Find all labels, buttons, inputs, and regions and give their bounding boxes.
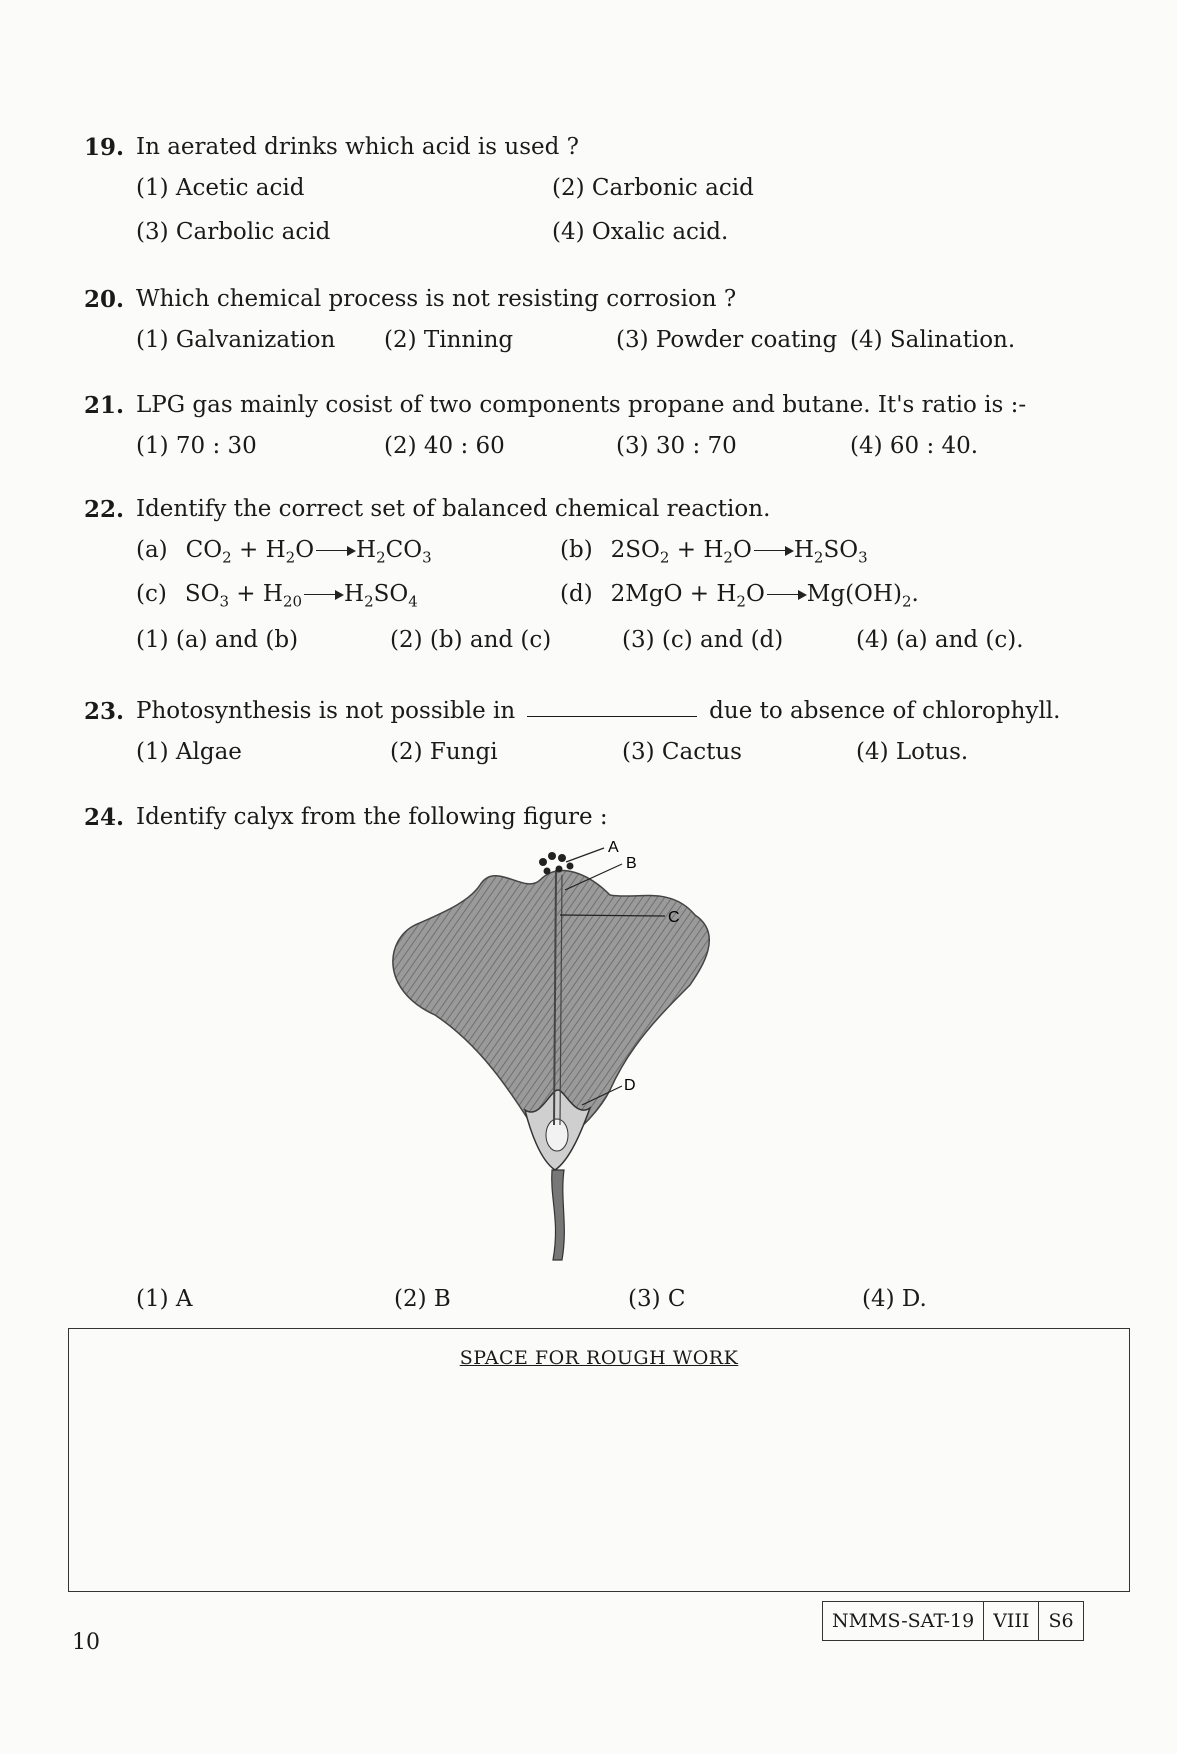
option-2[interactable]: (2) Fungi <box>390 739 498 765</box>
label-b: B <box>626 855 637 872</box>
reaction-label: (a) <box>136 537 168 563</box>
question-24 <box>84 804 1084 831</box>
reaction-reactants: $SO_3 + H_{20}$ <box>184 581 303 611</box>
option-4[interactable]: (4) 60 : 40. <box>850 433 979 459</box>
question-19 <box>84 134 1084 255</box>
ovary-shape <box>546 1119 568 1151</box>
question-number: 23. <box>84 698 125 725</box>
rough-work-title: SPACE FOR ROUGH WORK <box>459 1347 739 1369</box>
question-number: 21. <box>84 392 125 419</box>
option-1[interactable]: (1) A <box>136 1286 193 1312</box>
paper-code-box <box>822 1601 1084 1641</box>
option-3[interactable]: (3) C <box>628 1286 686 1312</box>
reaction-arrow-icon <box>767 594 805 595</box>
question-text-before: Photosynthesis is not possible in <box>136 698 516 724</box>
question-number: 19. <box>84 134 125 161</box>
reaction-products: $H_2SO_3$ <box>793 537 868 567</box>
option-3[interactable]: (3) Cactus <box>622 739 742 765</box>
reaction-d <box>560 581 919 611</box>
reaction-reactants: $2MgO + H_2O$ <box>610 581 765 611</box>
option-2[interactable]: (2) Tinning <box>384 327 514 353</box>
reaction-label: (d) <box>560 581 593 607</box>
reaction-c <box>136 581 418 611</box>
reaction-reactants: $CO_2 + H_2O$ <box>185 537 315 567</box>
question-text-after: due to absence of chlorophyll. <box>709 698 1061 724</box>
option-2[interactable]: (2) 40 : 60 <box>384 433 505 459</box>
question-text: Identify the correct set of balanced chemical reaction. <box>136 496 771 522</box>
question-text: Identify calyx from the following figure : <box>136 804 608 830</box>
exam-code: NMMS-SAT-19 <box>832 1610 975 1632</box>
reaction-b <box>560 537 868 567</box>
question-text: In aerated drinks which acid is used ? <box>136 134 579 160</box>
reaction-products: $Mg(OH)_2$. <box>806 581 919 611</box>
label-a: A <box>608 840 619 856</box>
option-4[interactable]: (4) Oxalic acid. <box>552 219 729 245</box>
reaction-label: (c) <box>136 581 167 607</box>
reaction-products: $H_2SO_4$ <box>344 581 418 611</box>
option-4[interactable]: (4) Lotus. <box>856 739 969 765</box>
question-text: LPG gas mainly cosist of two components propane and butane. It's ratio is :- <box>136 392 1027 418</box>
option-3[interactable]: (3) Carbolic acid <box>136 219 331 245</box>
label-d: D <box>624 1077 636 1094</box>
option-1[interactable]: (1) 70 : 30 <box>136 433 257 459</box>
question-text: Which chemical process is not resisting corrosion ? <box>136 286 737 312</box>
answer-blank <box>527 698 697 717</box>
option-2[interactable]: (2) (b) and (c) <box>390 627 552 653</box>
option-4[interactable]: (4) D. <box>862 1286 927 1312</box>
reaction-arrow-icon <box>304 594 342 595</box>
reaction-products: $H_2CO_3$ <box>356 537 432 567</box>
set-code: S6 <box>1038 1602 1082 1640</box>
page-number: 10 <box>72 1630 100 1655</box>
class-code: VIII <box>983 1602 1038 1640</box>
option-4[interactable]: (4) (a) and (c). <box>856 627 1024 653</box>
reaction-arrow-icon <box>754 550 792 551</box>
hibiscus-flower-figure <box>360 840 780 1270</box>
rough-work-box[interactable] <box>68 1328 1130 1592</box>
stalk-shape <box>552 1170 565 1260</box>
option-1[interactable]: (1) (a) and (b) <box>136 627 299 653</box>
option-3[interactable]: (3) 30 : 70 <box>616 433 737 459</box>
option-4[interactable]: (4) Salination. <box>850 327 1016 353</box>
label-c: C <box>668 909 680 926</box>
question-24-options <box>84 1278 1084 1322</box>
question-22 <box>84 496 1084 663</box>
reaction-label: (b) <box>560 537 593 563</box>
reaction-arrow-icon <box>316 550 354 551</box>
option-1[interactable]: (1) Acetic acid <box>136 175 305 201</box>
option-2[interactable]: (2) B <box>394 1286 451 1312</box>
option-3[interactable]: (3) Powder coating <box>616 327 838 353</box>
option-1[interactable]: (1) Galvanization <box>136 327 336 353</box>
option-2[interactable]: (2) Carbonic acid <box>552 175 754 201</box>
question-number: 20. <box>84 286 125 313</box>
question-21 <box>84 392 1084 469</box>
option-1[interactable]: (1) Algae <box>136 739 242 765</box>
question-20 <box>84 286 1084 363</box>
reaction-reactants: $2SO_2 + H_2O$ <box>610 537 752 567</box>
question-23 <box>84 698 1084 775</box>
option-3[interactable]: (3) (c) and (d) <box>622 627 784 653</box>
question-number: 22. <box>84 496 125 523</box>
question-number: 24. <box>84 804 125 831</box>
reaction-a <box>136 537 432 567</box>
